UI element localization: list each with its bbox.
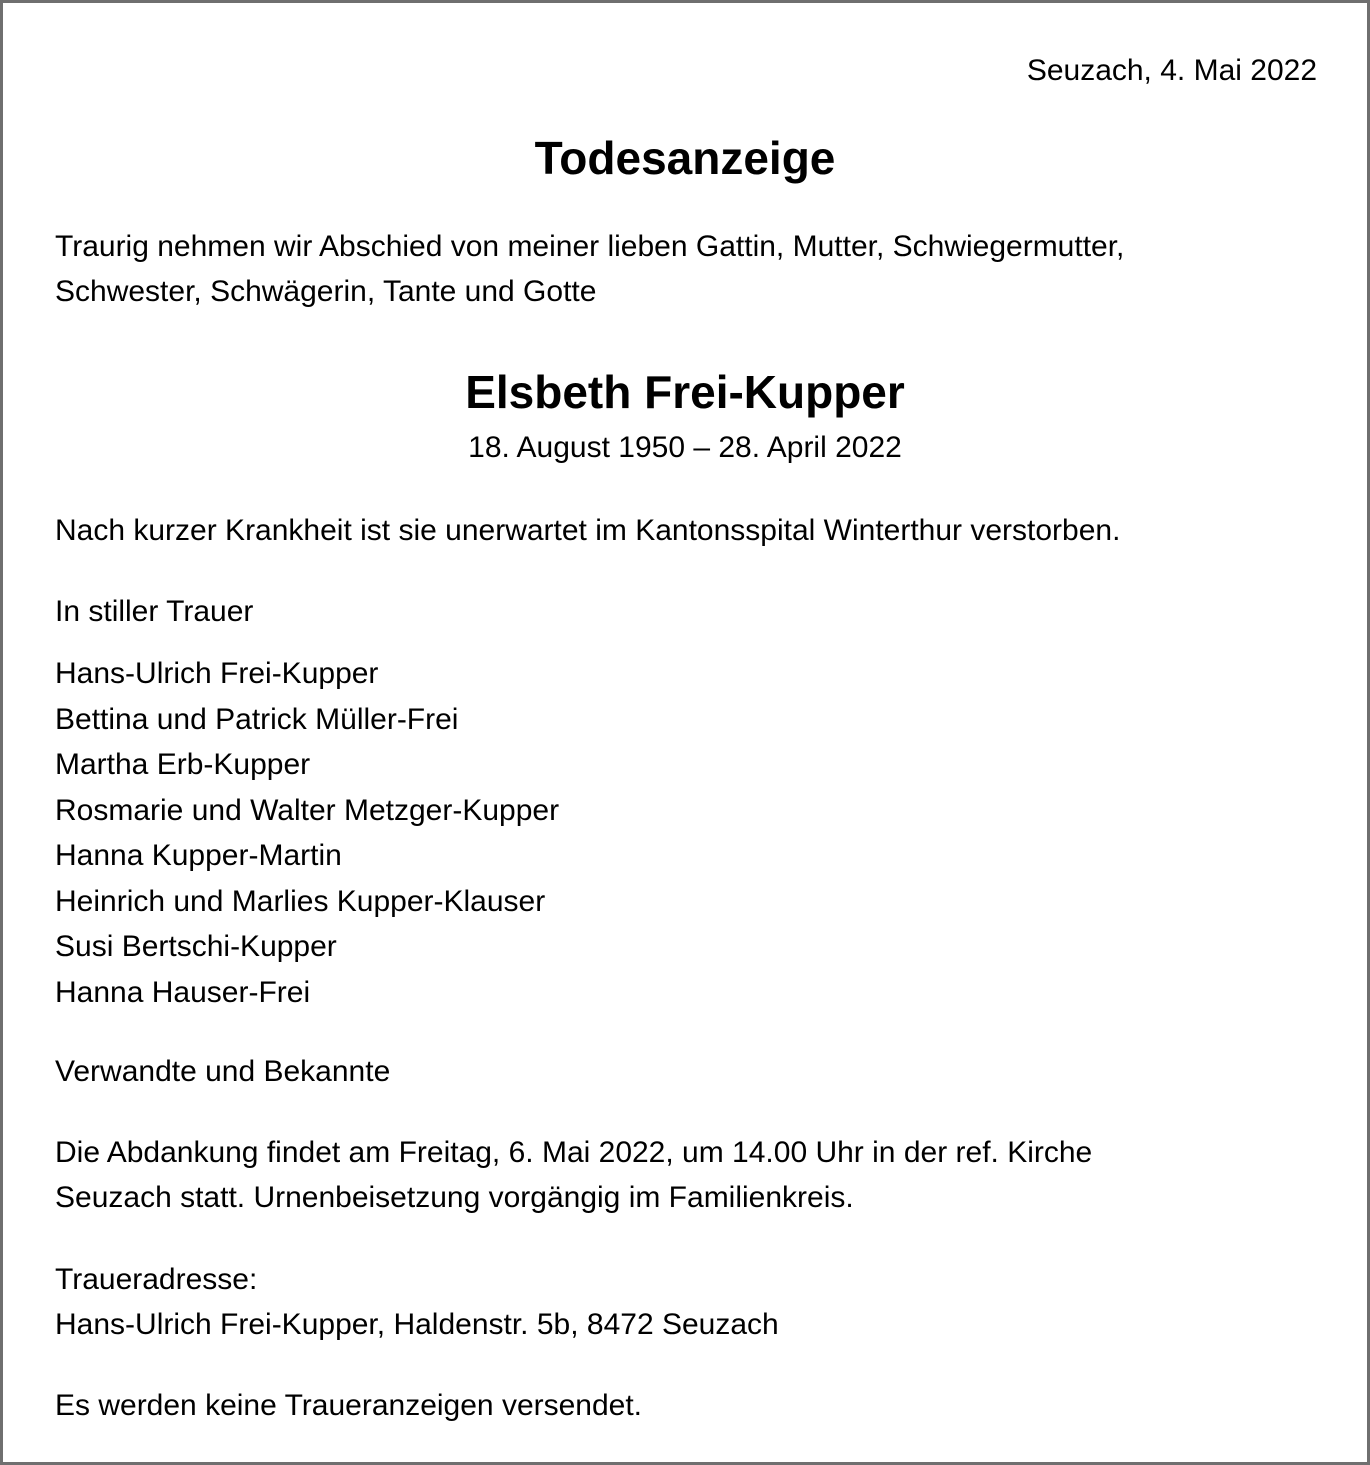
- address-label: Traueradresse:: [55, 1263, 258, 1296]
- mourner-name: Rosmarie und Walter Metzger-Kupper: [55, 793, 560, 827]
- ceremony-paragraph: [55, 1130, 1327, 1220]
- mourner-name: Hanna Hauser-Frei: [55, 975, 311, 1009]
- closing-line: Es werden keine Traueranzeigen versendet.: [55, 1389, 643, 1422]
- place-date: Seuzach, 4. Mai 2022: [1026, 54, 1317, 87]
- address-text: Hans-Ulrich Frei-Kupper, Haldenstr. 5b, 8472 Seuzach: [55, 1308, 779, 1341]
- deceased-name: Elsbeth Frei-Kupper: [465, 366, 905, 418]
- mourner-name: Hans-Ulrich Frei-Kupper: [55, 657, 379, 690]
- ceremony-line: Die Abdankung findet am Freitag, 6. Mai 2022, um 14.00 Uhr in der ref. Kirche: [55, 1136, 1093, 1169]
- mourner-name: Hanna Kupper-Martin: [55, 839, 342, 872]
- mourners-list: [55, 651, 559, 1015]
- life-dates: 18. August 1950 – 28. April 2022: [468, 431, 902, 464]
- notice-title: Todesanzeige: [534, 132, 836, 184]
- cause-paragraph: Nach kurzer Krankheit ist sie unerwartet im Kantonsspital Winterthur verstorben.: [55, 514, 1121, 547]
- mourner-name: Martha Erb-Kupper: [55, 748, 311, 781]
- relatives-line: Verwandte und Bekannte: [55, 1055, 391, 1088]
- mourner-name: Heinrich und Marlies Kupper-Klauser: [55, 884, 546, 918]
- mourning-address: [55, 1257, 1327, 1347]
- intro-paragraph: [55, 224, 1327, 314]
- mourner-name: Bettina und Patrick Müller-Frei: [55, 702, 459, 736]
- intro-line: Schwester, Schwägerin, Tante und Gotte: [55, 275, 597, 308]
- intro-line: Traurig nehmen wir Abschied von meiner lieben Gattin, Mutter, Schwiegermutter,: [55, 230, 1125, 263]
- mourning-label: In stiller Trauer: [55, 595, 254, 628]
- ceremony-line: Seuzach statt. Urnenbeisetzung vorgängig im Familienkreis.: [55, 1181, 854, 1214]
- mourner-name: Susi Bertschi-Kupper: [55, 930, 337, 963]
